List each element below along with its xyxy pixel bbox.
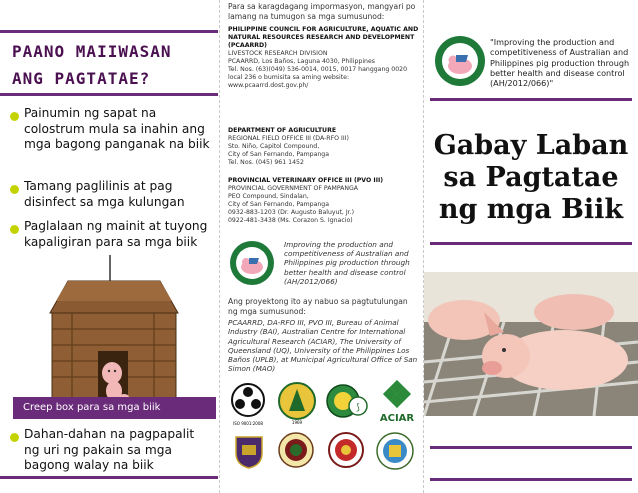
support-intro: Ang proyektong ito ay nabuo sa pagtutulungan ng mga sumusunod: (228, 297, 408, 316)
logo-year: 1969 (291, 420, 303, 425)
left-panel (0, 0, 218, 493)
org-pvo (228, 177, 420, 225)
brochure-title (424, 130, 638, 226)
project-quote: "Improving the production and competitiveness of Australian and Philippines pig production through better health and disease control (AH/2012/066)" (490, 37, 630, 89)
right-panel (424, 0, 638, 493)
right-bottom-rule (430, 446, 632, 449)
seal-logo-2 (328, 432, 364, 468)
left-heading-line2: ANG PAGTATAE? (12, 69, 151, 88)
right-bottom-rule-2 (430, 478, 632, 481)
bullet-dot (10, 112, 19, 121)
bullet-dot (10, 225, 19, 234)
piglets-photo (424, 272, 638, 416)
middle-panel (220, 0, 420, 493)
title-line: ng mga Biik (438, 194, 624, 225)
svg-text:⟆: ⟆ (356, 403, 360, 413)
bai-logo (277, 381, 317, 425)
creep-box-illustration (42, 255, 184, 407)
contact-intro: Para sa karagdagang impormasyon, mangyari po lamang na tumugon sa mga sumusunod: (228, 2, 416, 21)
org-details: REGIONAL FIELD OFFICE III (DA-RFO III) Sto. Niño, Capitol Compound, City of San Fernando, Pampanga Tel. Nos. (045) 961 1452 (228, 135, 349, 166)
bullet-item-weaning (10, 427, 210, 474)
project-logo (434, 35, 486, 87)
org-name: DEPARTMENT OF AGRICULTURE (228, 127, 337, 134)
left-top-rule (0, 30, 218, 33)
org-details: LIVESTOCK RESEARCH DIVISION PCAARRD, Los Baños, Laguna 4030, Philippines Tel. Nos. (63)(049) 536-0014, 0015, 0017 hanggang 0020 local 236 o bumisita sa aming website: www.pcaarrd.dost.gov.ph/ (228, 50, 408, 89)
left-bottom-rule (0, 476, 218, 479)
left-heading (12, 38, 217, 92)
seal-logo-3 (376, 432, 414, 470)
bullet-item-colostrum (10, 106, 210, 153)
project-logo (229, 240, 275, 286)
dost-iso-logo (230, 382, 266, 428)
bullet-dot (10, 185, 19, 194)
bullet-text: Dahan-dahan na pagpapalit ng uri ng pakain sa mga bagong walay na biik (24, 427, 195, 472)
uplb-logo (348, 394, 368, 422)
org-details: PROVINCIAL GOVERNMENT OF PAMPANGA PEO Compound, Sindalan, City of San Fernando, Pampanga 0932-883-1203 (Dr. Augusto Baluyut, Jr.) 0922-481-3438 (Ms. Corazon S. Ignacio) (228, 185, 359, 224)
left-heading-line1: PAANO MAIIWASAN (12, 42, 172, 61)
iso-label: ISO 9001:2008 (233, 421, 263, 426)
aciar-label: ACIAR (379, 413, 415, 424)
project-quote: Improving the production and competitiveness of Australian and Philippines pig production through better health and disease control (AH/2012/066) (284, 240, 410, 286)
title-line: sa Pagtatae (443, 162, 619, 193)
bullet-item-warm-environment (10, 219, 210, 250)
bullet-text: Painumin ng sapat na colostrum mula sa inahin ang mga bagong panganak na biik (24, 106, 210, 151)
seal-logo-1 (278, 432, 314, 468)
org-name: PROVINCIAL VETERINARY OFFICE III (PVO III) (228, 177, 384, 184)
uq-crest-logo (234, 435, 264, 469)
org-da-rfo (228, 127, 420, 167)
bullet-dot (10, 433, 19, 442)
bullet-text: Paglalaan ng mainit at tuyong kapaligiran para sa mga biik (24, 219, 208, 249)
org-pcaarrd (228, 26, 420, 90)
right-title-bottom-rule (430, 242, 632, 245)
bullet-text: Tamang paglilinis at pag disinfect sa mga kulungan (24, 179, 185, 209)
creep-box-caption: Creep box para sa mga biik (13, 397, 216, 419)
left-heading-rule (0, 93, 218, 96)
org-name: PHILIPPINE COUNCIL FOR AGRICULTURE, AQUATIC AND NATURAL RESOURCES RESEARCH AND DEVELOPMENT (PCAARRD) (228, 26, 419, 49)
right-title-top-rule (430, 98, 632, 101)
title-line: Gabay Laban (433, 130, 629, 161)
aciar-logo (378, 380, 416, 424)
bullet-item-disinfect (10, 179, 210, 210)
partners-list: PCAARRD, DA-RFO III, PVO III, Bureau of Animal Industry (BAI), Australian Centre for International Agricultural Research (ACIAR), The University of Queensland (UQ), University of the Philippines Los Baños (UPLB), at Municipal Agricultural Office of San Simon (MAO) (228, 318, 418, 374)
